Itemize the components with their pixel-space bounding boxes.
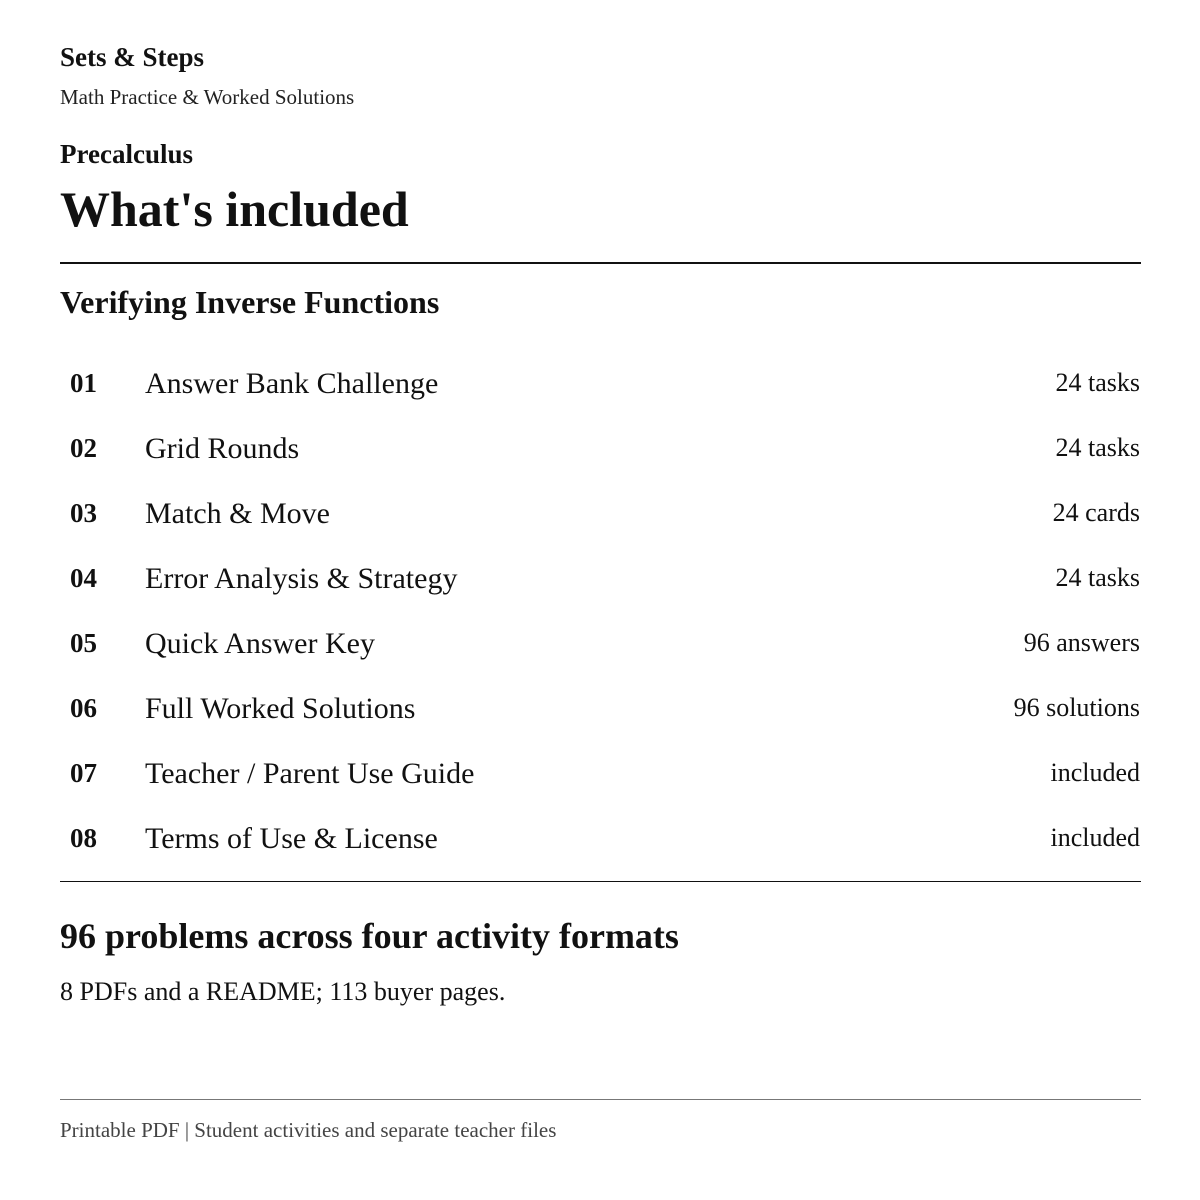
page-title: What's included — [60, 181, 409, 237]
product-contents-page — [60, 0, 1141, 1200]
header-divider — [60, 262, 1141, 264]
item-title: Teacher / Parent Use Guide — [145, 757, 475, 790]
contents-divider — [60, 881, 1141, 882]
section-title: Verifying Inverse Functions — [60, 284, 440, 320]
item-number: 01 — [70, 368, 97, 398]
summary-headline: 96 problems across four activity formats — [60, 916, 679, 956]
item-number: 03 — [70, 498, 97, 528]
contents-item — [60, 742, 1141, 807]
contents-item — [60, 612, 1141, 677]
contents-list — [60, 352, 1141, 872]
summary-detail: 8 PDFs and a README; 113 buyer pages. — [60, 977, 506, 1006]
item-count: 96 solutions — [1013, 693, 1140, 722]
course-label: Precalculus — [60, 139, 193, 169]
footer-divider — [60, 1099, 1141, 1100]
item-number: 02 — [70, 433, 97, 463]
item-title: Match & Move — [145, 497, 330, 530]
item-number: 08 — [70, 823, 97, 853]
contents-item — [60, 482, 1141, 547]
item-number: 05 — [70, 628, 97, 658]
item-count: 24 tasks — [1055, 563, 1140, 592]
item-title: Quick Answer Key — [145, 627, 375, 660]
item-number: 07 — [70, 758, 97, 788]
item-count: 24 tasks — [1055, 368, 1140, 397]
item-title: Error Analysis & Strategy — [145, 562, 458, 595]
item-title: Grid Rounds — [145, 432, 300, 465]
contents-item — [60, 677, 1141, 742]
item-title: Answer Bank Challenge — [145, 367, 439, 400]
footer-text: Printable PDF | Student activities and separate teacher files — [60, 1118, 557, 1142]
contents-item — [60, 547, 1141, 612]
item-number: 06 — [70, 693, 97, 723]
item-count: 24 cards — [1052, 498, 1140, 527]
item-count: included — [1050, 823, 1140, 852]
item-title: Terms of Use & License — [145, 822, 438, 855]
brand-tagline: Math Practice & Worked Solutions — [60, 85, 355, 109]
contents-item — [60, 417, 1141, 482]
item-title: Full Worked Solutions — [145, 692, 416, 725]
contents-item — [60, 807, 1141, 872]
item-count: 24 tasks — [1055, 433, 1140, 462]
contents-item — [60, 352, 1141, 417]
item-count: 96 answers — [1023, 628, 1140, 657]
item-count: included — [1050, 758, 1140, 787]
brand-name: Sets & Steps — [60, 42, 205, 72]
item-number: 04 — [70, 563, 97, 593]
